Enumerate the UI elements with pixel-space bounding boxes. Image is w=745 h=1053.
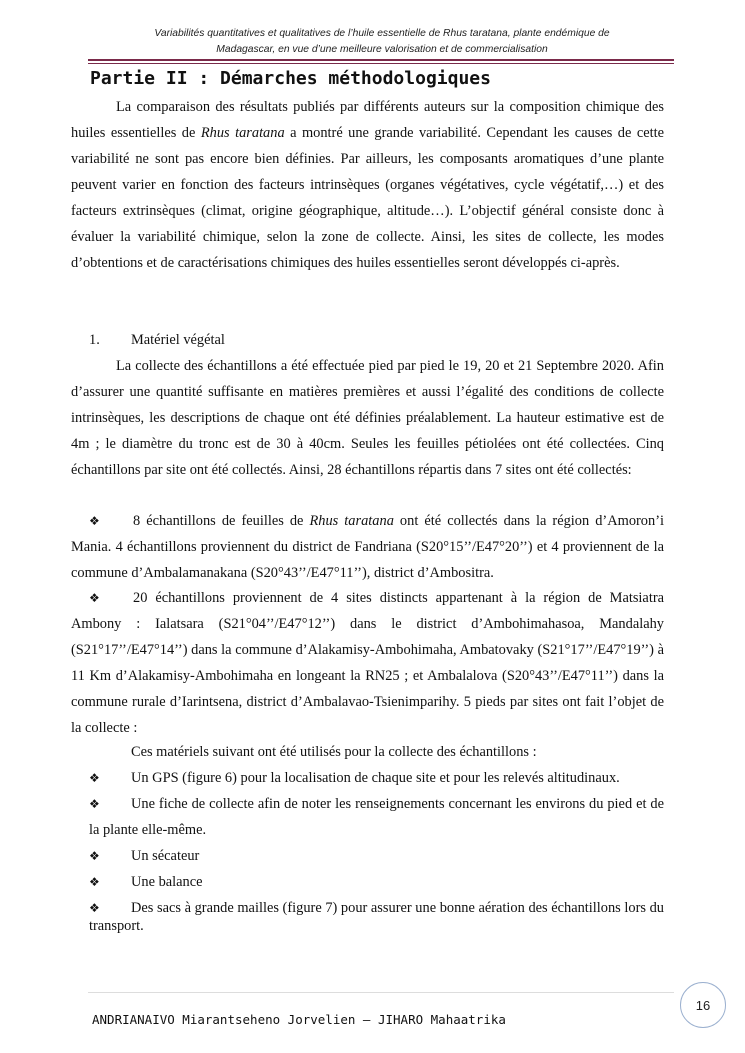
bullet-1-block <box>71 508 664 586</box>
running-header <box>96 26 668 58</box>
section-heading: Matériel végétal <box>131 332 225 348</box>
footer-authors: ANDRIANAIVO Miarantseheno Jorvelien – JIHARO Mahaatrika <box>92 1012 506 1027</box>
materials-intro: Ces matériels suivant ont été utilisés pour la collecte des échantillons : <box>131 744 537 760</box>
section-title: Partie II : Démarches méthodologiques <box>90 68 491 89</box>
material-item: ❖ Une fiche de collecte afin de noter les renseignements concernant les environs du pied et de la plante elle-même. <box>71 791 664 843</box>
section-number: 1. <box>89 332 100 348</box>
material-item: ❖ Une balance <box>71 869 664 895</box>
intro-paragraph-block <box>71 94 664 276</box>
bullet-2-block <box>71 585 664 741</box>
header-rule-thick <box>88 59 674 61</box>
header-rule-thin <box>88 63 674 64</box>
diamond-bullet-icon: ❖ <box>89 875 100 889</box>
material-item: ❖ Un GPS (figure 6) pour la localisation de chaque site et pour les relevés altitudinaux. <box>71 765 664 791</box>
material-item: ❖ Des sacs à grande mailles (figure 7) pour assurer une bonne aération des échantillons lors du transport. <box>89 900 664 934</box>
running-header-line-1: Variabilités quantitatives et qualitatives de l’huile essentielle de Rhus taratana, plante endémique de <box>154 28 610 39</box>
species-name: Rhus taratana <box>200 125 285 141</box>
species-name: Rhus taratana <box>309 513 394 529</box>
material-item: ❖ Un sécateur <box>71 843 664 869</box>
section-1-block <box>71 327 664 483</box>
intro-paragraph: La comparaison des résultats publiés par différents auteurs sur la composition chimique des huiles essentielles de Rhus taratana a montré une grande variabilité. Cependant les causes de cette variabilité ne sont pas encore bien définies. Par ailleurs, les composants aromatiques d’une plante peuvent varier en fonction des facteurs intrinsèques (organes végétatives, cycle végétatif,…) et des facteurs extrinsèques (climat, origine géographique, altitude…). L’objectif général consiste donc à évaluer la variabilité chimique, selon la zone de collecte. Ainsi, les sites de collecte, les modes d’obtentions et de caractérisations chimiques des huiles essentielles seront développés ci-après. <box>71 99 664 271</box>
diamond-bullet-icon: ❖ <box>89 591 100 605</box>
section-1-heading <box>71 327 664 353</box>
bullet-1: ❖ 8 échantillons de feuilles de Rhus taratana ont été collectés dans la région d’Amoron’i Mania. 4 échantillons proviennent du district de Fandriana (S20°15’’/E47°20’’) et 4 proviennent de la commune d’Ambalamanakana (S20°43’’/E47°11’’), district d’Ambositra. <box>71 508 664 586</box>
footer-rule <box>88 992 674 993</box>
diamond-bullet-icon: ❖ <box>89 514 100 528</box>
materials-block <box>71 739 664 935</box>
running-header-line-2: Madagascar, en vue d’une meilleure valorisation et de commercialisation <box>216 44 548 55</box>
diamond-bullet-icon: ❖ <box>89 771 100 785</box>
diamond-bullet-icon: ❖ <box>89 901 100 915</box>
diamond-bullet-icon: ❖ <box>89 849 100 863</box>
page-number: 16 <box>680 982 726 1028</box>
section-1-paragraph: La collecte des échantillons a été effectuée pied par pied le 19, 20 et 21 Septembre 2020. Afin d’assurer une quantité suffisante en matières premières et aussi l’égalité des conditions de collecte intrinsèques, les descriptions de chaque ont été définies préalablement. La hauteur estimative est de 4m ; le diamètre du tronc est de 30 à 40cm. Seules les feuilles pétiolées ont été collectées. Cinq échantillons par site ont été collectés. Ainsi, 28 échantillons répartis dans 7 sites ont été collectés: <box>71 358 664 478</box>
bullet-2: ❖ 20 échantillons proviennent de 4 sites distincts appartenant à la région de Matsiatra Ambony : Ialatsara (S21°04’’/E47°12’’) dans le district d’Ambohimahasoa, Mandalahy (S21°17’’/E47°14’’) dans la commune d’Alakamisy-Ambohimaha, Ambatovaky (S21°17’’/E47°19’’) à 11 Km d’Alakamisy-Ambohimaha en longeant la RN25 ; et Ambalalova (S20°43’’/E47°11’’) dans la commune rurale d’Iarintsena, district d’Ambalavao-Tsienimparihy. 5 pieds par sites ont fait l’objet de la collecte : <box>71 585 664 741</box>
diamond-bullet-icon: ❖ <box>89 797 100 811</box>
